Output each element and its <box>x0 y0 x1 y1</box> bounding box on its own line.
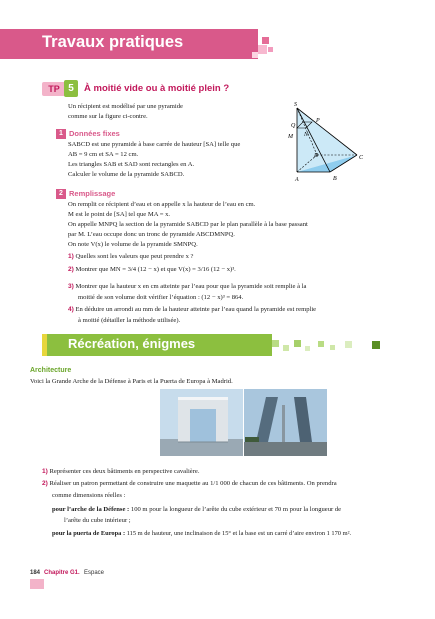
question-2-text: Montrer que MN = 3/4 (12 − x) et que V(x) = 3/16 (12 − x)³. <box>75 266 236 273</box>
tp-number: 5 <box>64 80 78 97</box>
architecture-question-1-text: Représenter ces deux bâtiments en perspective cavalière. <box>49 468 200 475</box>
figure-label-N: N <box>304 132 309 138</box>
section-2-line-1: On remplit ce récipient d’eau et on appelle x la hauteur de l’eau en cm. <box>68 201 256 208</box>
footer-bar <box>30 579 44 589</box>
puerta-text: 115 m de hauteur, une inclinaison de 15° et la base est un carré d’aire environ 1 170 m². <box>126 530 352 537</box>
puerta-label: pour la puerta de Europa : <box>52 530 126 537</box>
figure-label-B: B <box>333 176 337 182</box>
section-2-title: Remplissage <box>69 189 116 198</box>
architecture-question-1 <box>42 467 199 477</box>
figure-label-D: D <box>314 153 319 159</box>
arche-label: pour l’arche de la Défense : <box>52 506 130 513</box>
question-4-number: 4) <box>68 306 74 313</box>
section-1-line-1: SABCD est une pyramide à base carrée de hauteur [SA] telle que <box>68 141 241 148</box>
question-1-text: Quelles sont les valeurs que peut prendre x ? <box>75 253 194 260</box>
tp-intro-line-1: Un récipient est modélisé par une pyramide <box>68 103 183 110</box>
tp-badge: TP <box>42 82 66 96</box>
section-1-line-3: Les triangles SAB et SAD sont rectangles en A. <box>68 161 195 168</box>
question-2 <box>68 265 236 275</box>
section-2-line-3: On appelle MNPQ la section de la pyramide SABCD par le plan parallèle à la base passant <box>68 221 308 228</box>
question-3-continuation: moitié de son volume doit vérifier l’équation : (12 − x)³ = 864. <box>78 294 244 301</box>
question-3-number: 3) <box>68 283 74 290</box>
section-2-number: 2 <box>56 189 66 199</box>
page-number: 184 <box>30 570 41 576</box>
footer-chapter: Chapitre G1. <box>44 570 80 576</box>
page-title: Travaux pratiques <box>42 33 184 51</box>
tp-intro-line-2: comme sur la figure ci-contre. <box>68 113 148 120</box>
section-2-line-4: par M. L’eau occupe donc un tronc de pyramide ABCDMNPQ. <box>68 231 235 238</box>
architecture-question-2-text: Réaliser un patron permettant de construire une maquette au 1/1 000 de chacun de ces bâtiments. On prendra <box>49 480 337 487</box>
question-1-number: 1) <box>68 253 74 260</box>
section-1-line-4: Calculer le volume de la pyramide SABCD. <box>68 171 185 178</box>
figure-label-M: M <box>288 134 293 140</box>
section-1-number: 1 <box>56 129 66 139</box>
puerta-dimensions <box>52 529 351 539</box>
pyramid-figure <box>285 100 375 190</box>
tp-title: À moitié vide ou à moitié plein ? <box>84 83 230 94</box>
architecture-question-2-continuation: comme dimensions réelles : <box>52 492 126 499</box>
arche-dimensions <box>52 505 341 515</box>
figure-label-Q: Q <box>291 123 296 129</box>
figure-label-A: A <box>295 177 299 183</box>
arche-text: 100 m pour la longueur de l’arête du cube extérieur et 70 m pour la longueur de <box>130 506 342 513</box>
question-4-continuation: à moitié (détailler la méthode utilisée). <box>78 317 181 324</box>
question-4 <box>68 305 316 315</box>
footer-section: Espace <box>84 570 105 576</box>
section-2-line-2: M est le point de [SA] tel que MA = x. <box>68 211 171 218</box>
question-1 <box>68 252 193 262</box>
buildings-photo <box>160 389 327 456</box>
figure-label-C: C <box>359 155 364 161</box>
section-1-title: Données fixes <box>69 129 120 138</box>
architecture-question-2 <box>42 479 337 489</box>
figure-label-S: S <box>294 102 297 108</box>
figure-label-P: P <box>316 118 320 124</box>
architecture-intro: Voici la Grande Arche de la Défense à Paris et la Puerta de Europa à Madrid. <box>30 378 233 385</box>
architecture-question-2-number: 2) <box>42 480 48 487</box>
recreation-title: Récréation, énigmes <box>68 336 196 351</box>
question-3 <box>68 282 306 292</box>
question-2-number: 2) <box>68 266 74 273</box>
section-2-line-5: On note V(x) le volume de la pyramide SMNPQ. <box>68 241 198 248</box>
question-4-text: En déduire un arrondi au mm de la hauteur atteinte par l’eau quand la pyramide est remplie <box>75 306 317 313</box>
recreation-band-accent <box>42 334 47 356</box>
question-3-text: Montrer que la hauteur x en cm atteinte par l’eau pour que la pyramide soit remplie à la <box>75 283 307 290</box>
section-1-line-2: AB = 9 cm et SA = 12 cm. <box>68 151 139 158</box>
architecture-title: Architecture <box>30 367 72 374</box>
architecture-question-1-number: 1) <box>42 468 48 475</box>
arche-continuation: l’arête du cube intérieur ; <box>64 517 131 524</box>
